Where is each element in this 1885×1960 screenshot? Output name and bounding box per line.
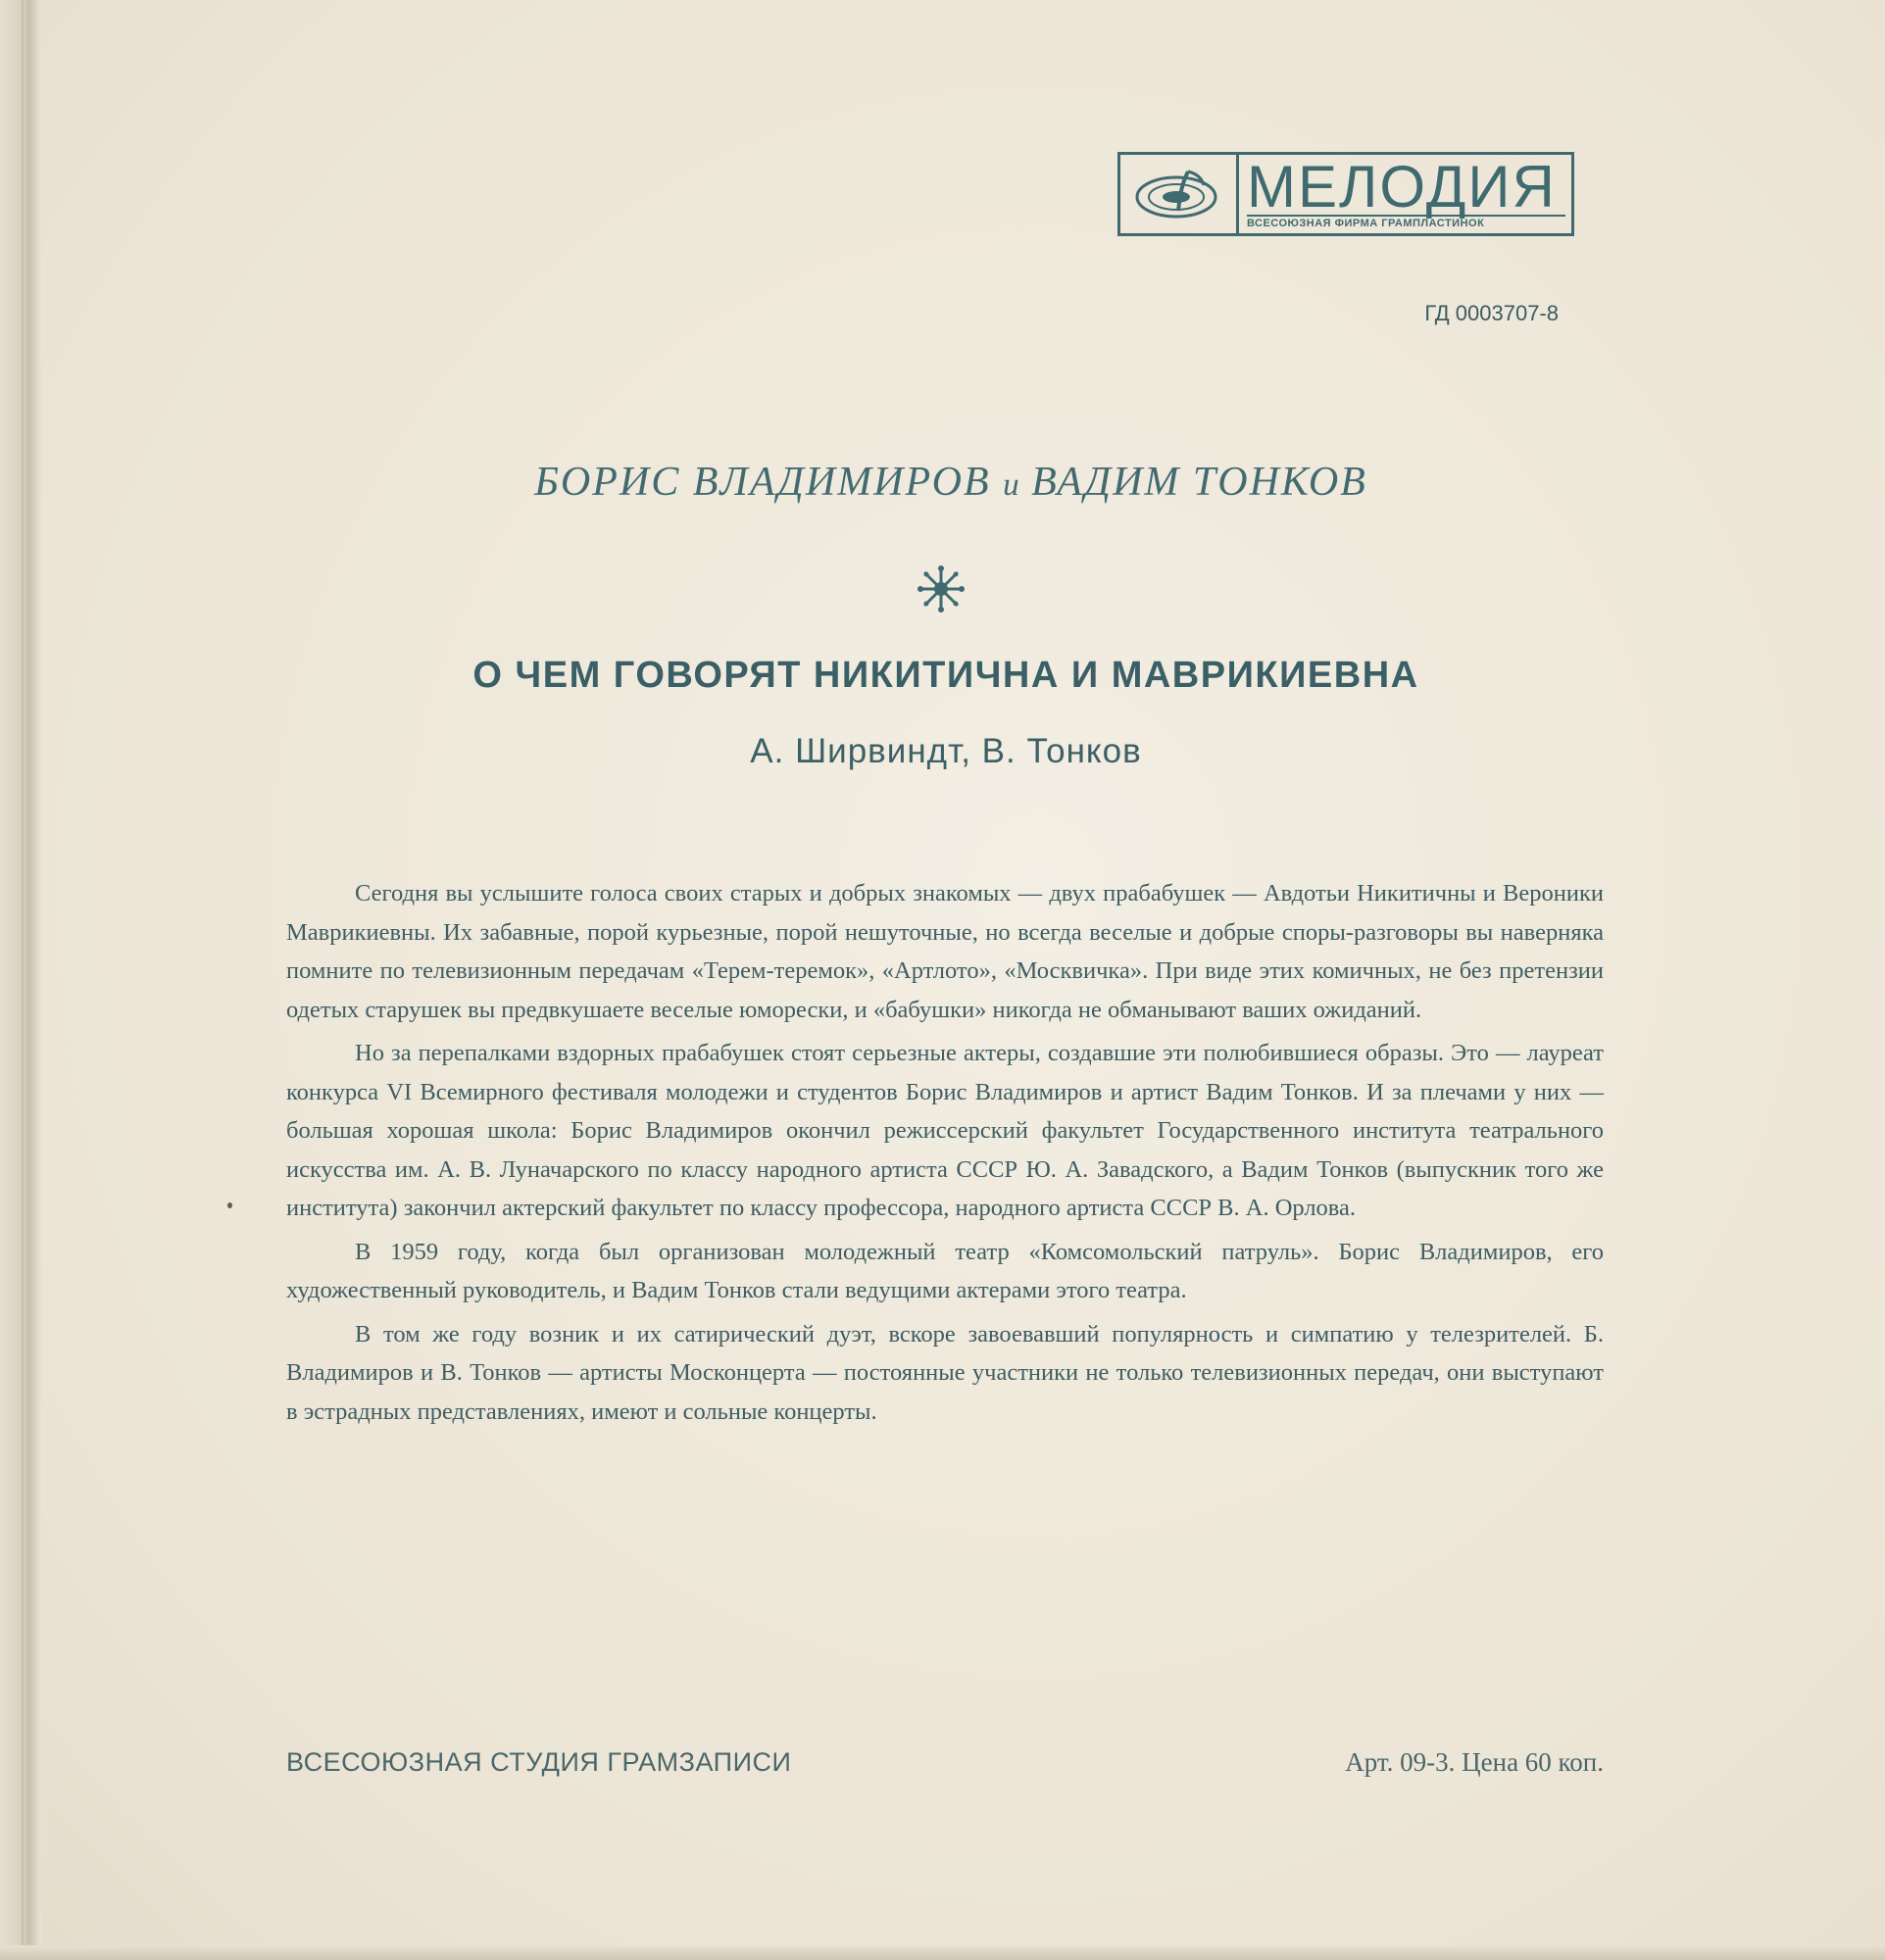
logo-name: МЕЛОДИЯ xyxy=(1247,153,1557,220)
paper-fold-edge xyxy=(0,0,41,1960)
paragraph-1: Сегодня вы услышите голоса своих старых и добрых знакомых — двух прабабушек — Авдотьи Никитичны и Вероники Маврикиевны. Их забавные, порой курьезные, порой нешуточные, но всегда веселые и добрые споры-разговоры вы наверняка помните по телевизионным передачам «Терем-теремок», «Артлото», «Москвичка». При виде этих комичных, не без претензии одетых старушек вы предвкушаете веселые юморески, и «бабушки» никогда не обманывают ваших ожиданий. xyxy=(286,880,1604,1023)
paper-crease xyxy=(22,0,24,1960)
paragraph-4: В том же году возник и их сатирический дуэт, вскоре завоевавший популярность и симпатию у телезрителей. Б. Владимиров и В. Тонков — артисты Москонцерта — постоянные участники не только телевизионных передач, они выступают в эстрадных представлениях, имеют и сольные концерты. xyxy=(286,1320,1604,1425)
studio-name: ВСЕСОЮЗНАЯ СТУДИЯ ГРАМЗАПИСИ xyxy=(286,1747,792,1777)
artists-conjunction: и xyxy=(1003,467,1019,503)
authors: А. Ширвиндт, В. Тонков xyxy=(750,732,1142,770)
catalog-number: ГД 0003707-8 xyxy=(1424,301,1559,325)
artist-first: БОРИС ВЛАДИМИРОВ xyxy=(534,460,991,505)
paragraph-3: В 1959 году, когда был организован молодежный театр «Комсомольский патруль». Борис Владимиров, его художественный руководитель, и Вадим Тонков стали ведущими актерами этого театра. xyxy=(286,1238,1604,1303)
album-title: О ЧЕМ ГОВОРЯТ НИКИТИЧНА И МАВРИКИЕВНА xyxy=(472,655,1419,696)
melodiya-emblem-icon xyxy=(1120,155,1239,233)
logo-subtitle: ВСЕСОЮЗНАЯ ФИРМА ГРАМПЛАСТИНОК xyxy=(1247,215,1565,229)
artists-heading xyxy=(294,459,1608,506)
melodiya-logo xyxy=(1117,152,1574,236)
paper-speck xyxy=(227,1202,232,1208)
artist-second: ВАДИМ ТОНКОВ xyxy=(1031,460,1367,505)
snowflake-ornament-icon xyxy=(917,564,966,613)
paper-bottom-edge xyxy=(0,1945,1885,1960)
price-label: Арт. 09-3. Цена 60 коп. xyxy=(1345,1747,1604,1777)
liner-notes xyxy=(286,874,1604,1436)
paragraph-2: Но за перепалками вздорных прабабушек стоят серьезные актеры, создавшие эти полюбившиеся образы. Это — лауреат конкурса VI Всемирного фестиваля молодежи и студентов Борис Владимиров и артист Вадим Тонков. И за плечами у них — большая хорошая школа: Борис Владимиров окончил режиссерский факультет Государственного института театрального искусства им. А. В. Луначарского по классу народного артиста СССР Ю. А. Завадского, а Вадим Тонков (выпускник того же института) закончил актерский факультет по классу профессора, народного артиста СССР В. А. Орлова. xyxy=(286,1040,1604,1221)
